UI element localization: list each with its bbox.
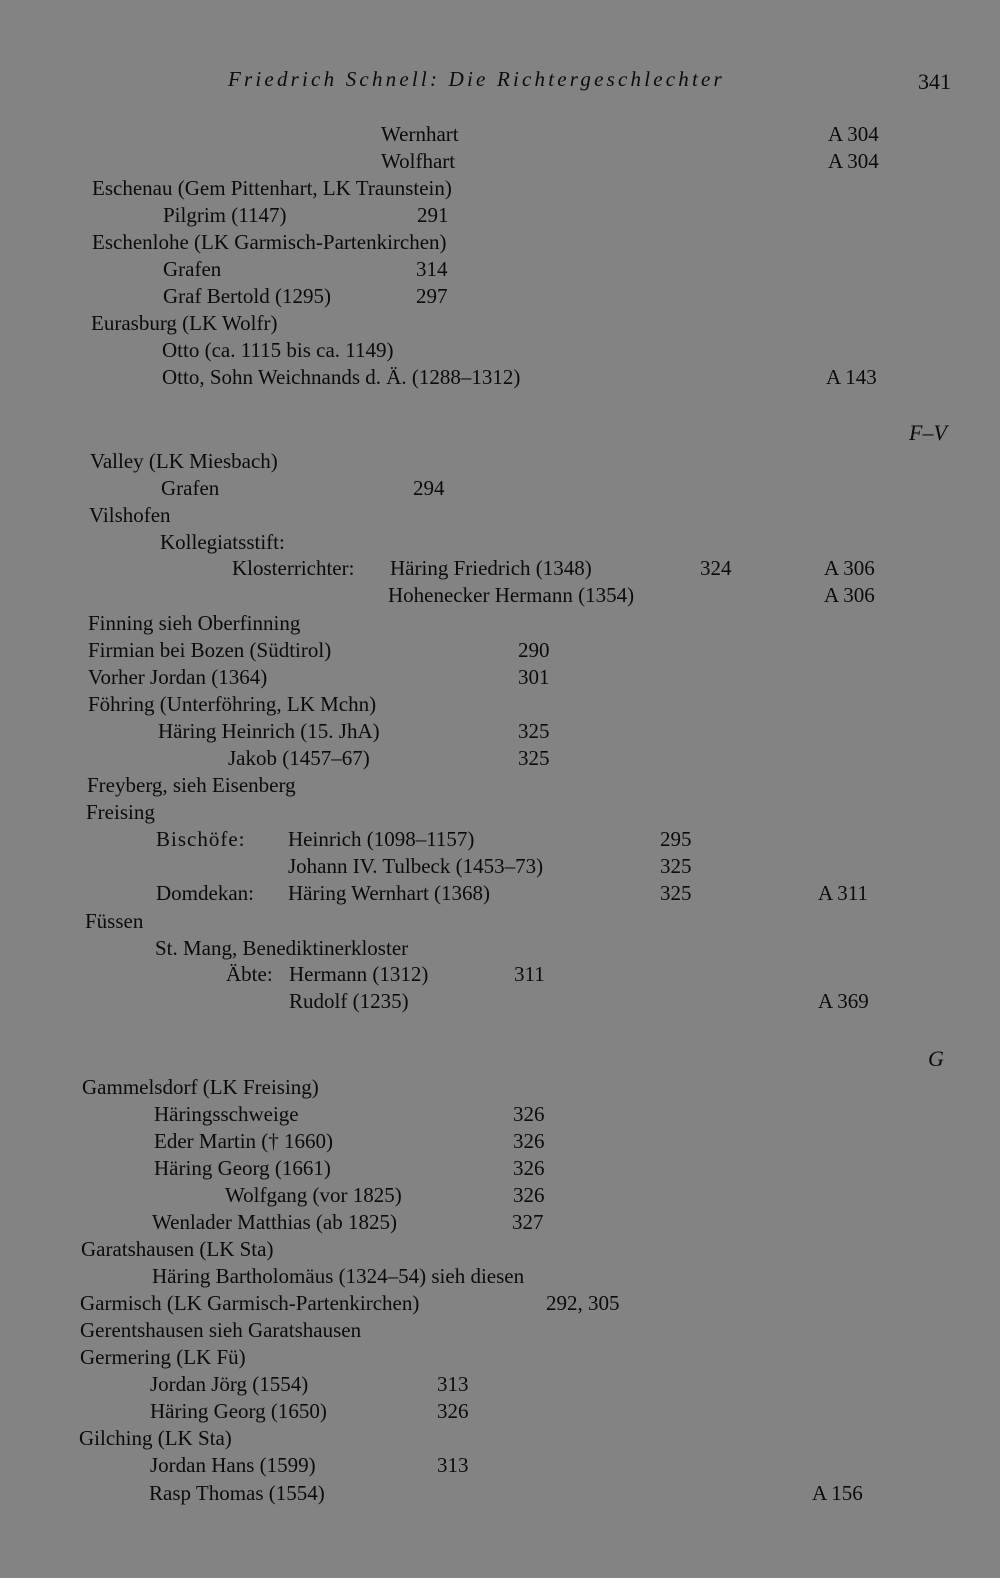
archive-ref: A 143 (826, 365, 877, 389)
page-ref: 292, 305 (546, 1291, 620, 1315)
index-entry: Johann IV. Tulbeck (1453–73) (288, 854, 544, 878)
index-entry: Hohenecker Hermann (1354) (388, 583, 635, 607)
index-entry: Wenlader Matthias (ab 1825) (152, 1210, 397, 1234)
page-ref: 313 (437, 1453, 469, 1477)
index-entry: Häring Friedrich (1348) (390, 556, 592, 580)
archive-ref: A 306 (824, 556, 875, 580)
page-number: 341 (918, 69, 951, 94)
index-entry: Jakob (1457–67) (228, 746, 370, 770)
index-label: Bischöfe: (156, 827, 246, 851)
place-heading: Finning sieh Oberfinning (88, 611, 301, 635)
page-ref: 326 (437, 1399, 469, 1423)
page-ref: 324 (700, 556, 732, 580)
place-heading: Füssen (85, 909, 144, 933)
place-heading: Eurasburg (LK Wolfr) (91, 311, 278, 335)
index-entry: Häring Heinrich (15. JhA) (158, 719, 380, 743)
place-heading: Vilshofen (89, 503, 171, 527)
section-marker: G (928, 1046, 944, 1071)
index-entry: Pilgrim (1147) (163, 203, 287, 227)
place-heading: Föhring (Unterföhring, LK Mchn) (88, 692, 377, 716)
index-entry: Rasp Thomas (1554) (149, 1481, 325, 1505)
place-heading: Firmian bei Bozen (Südtirol) (88, 638, 332, 662)
place-heading: Freising (86, 800, 155, 824)
archive-ref: A 311 (818, 881, 868, 905)
index-entry: Jordan Hans (1599) (150, 1453, 316, 1477)
archive-ref: A 304 (828, 122, 879, 146)
section-marker: F–V (909, 420, 947, 445)
archive-ref: A 306 (824, 583, 875, 607)
place-heading: Vorher Jordan (1364) (88, 665, 268, 689)
page-ref: 325 (518, 746, 550, 770)
index-entry: St. Mang, Benediktinerkloster (155, 936, 409, 960)
page-ref: 325 (518, 719, 550, 743)
place-heading: Valley (LK Miesbach) (90, 449, 278, 473)
index-entry: Häring Wernhart (1368) (288, 881, 491, 905)
place-heading: Garmisch (LK Garmisch-Partenkirchen) (80, 1291, 420, 1315)
place-heading: Freyberg, sieh Eisenberg (87, 773, 296, 797)
index-entry: Häring Bartholomäus (1324–54) sieh diesen (152, 1264, 525, 1288)
index-entry: Wolfhart (381, 149, 456, 173)
index-entry: Eder Martin († 1660) (154, 1129, 334, 1153)
index-label: Klosterrichter: (232, 556, 355, 580)
page-ref: 295 (660, 827, 692, 851)
index-entry: Häring Georg (1661) (154, 1156, 331, 1180)
index-entry: Hermann (1312) (289, 962, 429, 986)
running-title: Friedrich Schnell: Die Richtergeschlechter (228, 67, 725, 91)
index-entry: Häringsschweige (154, 1102, 299, 1126)
index-entry: Grafen (163, 257, 222, 281)
index-entry: Kollegiatsstift: (160, 530, 285, 554)
index-label: Äbte: (226, 962, 273, 986)
page-ref: 327 (512, 1210, 544, 1234)
index-entry: Rudolf (1235) (289, 989, 409, 1013)
page-ref: 326 (513, 1183, 545, 1207)
index-entry: Wolfgang (vor 1825) (225, 1183, 402, 1207)
index-entry: Graf Bertold (1295) (163, 284, 331, 308)
index-entry: Otto, Sohn Weichnands d. Ä. (1288–1312) (162, 365, 521, 389)
page-ref: 326 (513, 1129, 545, 1153)
index-entry: Jordan Jörg (1554) (150, 1372, 309, 1396)
page-ref: 313 (437, 1372, 469, 1396)
page-ref: 325 (660, 881, 692, 905)
index-entry: Grafen (161, 476, 220, 500)
page-ref: 297 (416, 284, 448, 308)
place-heading: Gammelsdorf (LK Freising) (82, 1075, 319, 1099)
archive-ref: A 304 (828, 149, 879, 173)
index-entry: Otto (ca. 1115 bis ca. 1149) (162, 338, 394, 362)
page-ref: 326 (513, 1156, 545, 1180)
page-ref: 314 (416, 257, 448, 281)
archive-ref: A 369 (818, 989, 869, 1013)
place-heading: Eschenau (Gem Pittenhart, LK Traunstein) (92, 176, 452, 200)
index-entry: Häring Georg (1650) (150, 1399, 327, 1423)
page-ref: 326 (513, 1102, 545, 1126)
place-heading: Garatshausen (LK Sta) (81, 1237, 274, 1261)
page-ref: 325 (660, 854, 692, 878)
place-heading: Gerentshausen sieh Garatshausen (80, 1318, 362, 1342)
place-heading: Germering (LK Fü) (80, 1345, 246, 1369)
place-heading: Gilching (LK Sta) (79, 1426, 232, 1450)
index-entry: Wernhart (381, 122, 459, 146)
page-ref: 291 (417, 203, 449, 227)
index-entry: Heinrich (1098–1157) (288, 827, 475, 851)
archive-ref: A 156 (812, 1481, 863, 1505)
place-heading: Eschenlohe (LK Garmisch-Partenkirchen) (92, 230, 447, 254)
page-ref: 290 (518, 638, 550, 662)
page-ref: 301 (518, 665, 550, 689)
page-ref: 294 (413, 476, 445, 500)
page-ref: 311 (514, 962, 545, 986)
index-label: Domdekan: (156, 881, 254, 905)
